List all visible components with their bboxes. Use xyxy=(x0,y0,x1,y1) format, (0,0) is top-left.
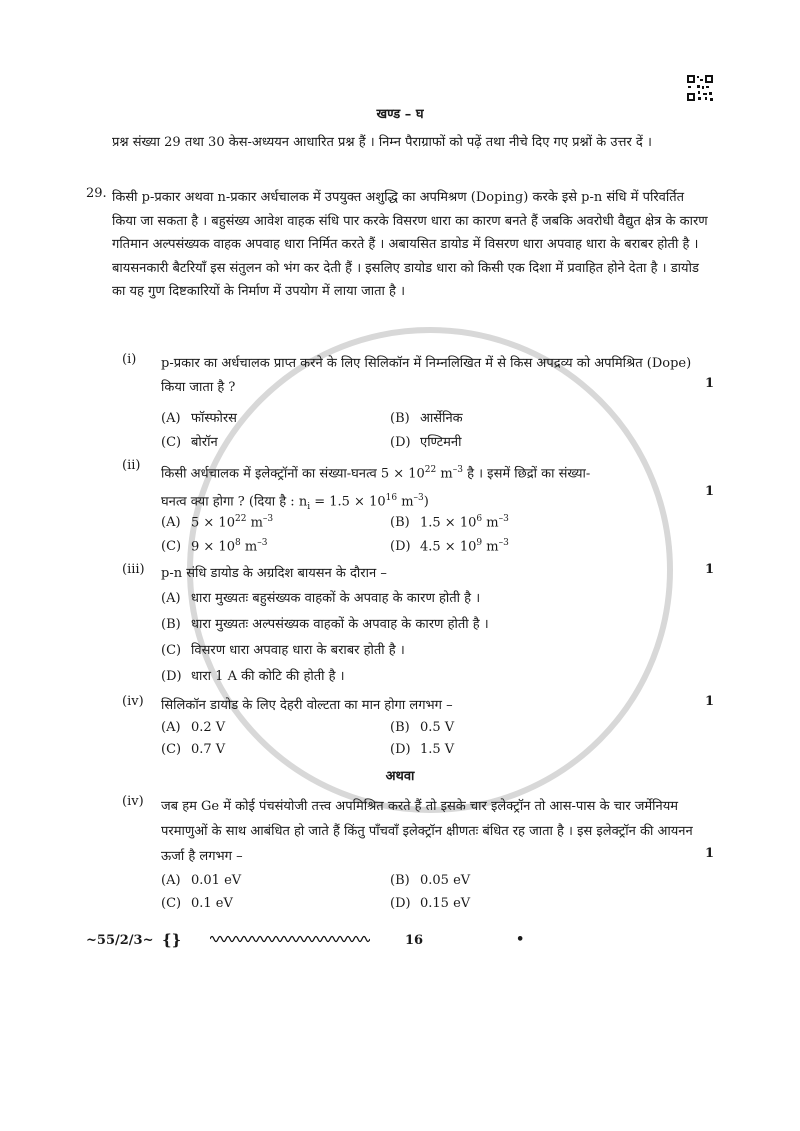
part-label: (i) xyxy=(122,352,137,367)
option-text: धारा मुख्यतः बहुसंख्यक वाहकों के अपवाह के कारण होती है । xyxy=(191,591,481,606)
stem-text: ) xyxy=(423,494,429,510)
option-label: (C) xyxy=(161,742,182,757)
unit: m xyxy=(436,466,453,482)
option-label: (B) xyxy=(161,617,181,632)
option xyxy=(390,538,509,554)
option-label: (C) xyxy=(161,896,182,911)
option xyxy=(161,640,405,658)
subscript: i xyxy=(307,502,311,513)
option-text: 0.05 eV xyxy=(420,873,471,888)
unit: m xyxy=(246,515,263,531)
option-text: 0.2 V xyxy=(191,720,226,735)
option xyxy=(161,588,480,606)
stem-text: घनत्व क्या होगा ? (दिया है : n xyxy=(161,494,308,510)
marks: 1 xyxy=(705,694,715,709)
option-text: बोरॉन xyxy=(191,435,218,450)
exponent: 8 xyxy=(234,538,241,548)
section-title: खण्ड – घ xyxy=(376,107,424,122)
option-label: (C) xyxy=(161,539,182,555)
marks: 1 xyxy=(705,562,715,577)
qr-code-icon xyxy=(686,74,714,102)
option-text: 1.5 × 10 xyxy=(420,515,477,531)
exponent: 22 xyxy=(424,465,437,475)
part-stem xyxy=(161,458,701,519)
option xyxy=(390,514,509,530)
unit: m xyxy=(482,515,499,531)
option-label: (D) xyxy=(390,896,411,911)
or-divider: अथवा xyxy=(385,769,415,784)
option-label: (B) xyxy=(390,720,410,735)
option xyxy=(390,896,470,911)
option xyxy=(161,614,489,632)
option xyxy=(390,742,454,757)
option-text: 0.01 eV xyxy=(191,873,242,888)
option-text: 4.5 × 10 xyxy=(420,539,477,555)
stem-text: किसी अर्धचालक में इलेक्ट्रॉनों का संख्या-घनत्व 5 × 10 xyxy=(161,466,425,482)
option xyxy=(390,720,454,735)
part-stem: p-प्रकार का अर्धचालक प्राप्त करने के लिए सिलिकॉन में निम्नलिखित में से किस अपद्रव्य को अपमिश्रित (Dope) किया जाता है ? xyxy=(161,356,692,395)
option-text: 5 × 10 xyxy=(191,515,235,531)
exponent: –3 xyxy=(413,493,424,504)
option-label: (A) xyxy=(161,411,181,426)
part-label: (iii) xyxy=(122,562,145,577)
option-label: (A) xyxy=(161,873,181,888)
unit: m xyxy=(482,539,499,555)
wavy-line-icon xyxy=(210,934,370,944)
option-text: 1.5 V xyxy=(420,742,455,757)
option xyxy=(161,432,218,450)
option-label: (D) xyxy=(161,669,182,684)
stem-text: = 1.5 × 10 xyxy=(310,494,386,510)
option-label: (A) xyxy=(161,720,181,735)
option-label: (B) xyxy=(390,515,410,531)
option-text: एण्टिमनी xyxy=(420,435,462,450)
unit: m xyxy=(240,539,258,555)
question-number: 29. xyxy=(86,186,107,201)
option-label: (B) xyxy=(390,873,410,888)
option-text: 0.5 V xyxy=(420,720,455,735)
option-text: धारा मुख्यतः अल्पसंख्यक वाहकों के अपवाह के कारण होती है । xyxy=(191,617,489,632)
option-text: विसरण धारा अपवाह धारा के बराबर होती है । xyxy=(191,643,405,658)
option-label: (D) xyxy=(390,539,411,555)
option xyxy=(161,720,225,735)
exponent: –3 xyxy=(498,514,509,524)
marks: 1 xyxy=(705,846,715,861)
option-label: (B) xyxy=(390,411,410,426)
exponent: 9 xyxy=(476,538,483,548)
marks: 1 xyxy=(705,376,715,391)
part-stem: सिलिकॉन डायोड के लिए देहरी वोल्टता का मान होगा लगभग – xyxy=(161,698,453,713)
page-number: 16 xyxy=(405,933,424,948)
option xyxy=(161,408,237,426)
footer-dot: • xyxy=(516,932,525,947)
section-instructions: प्रश्न संख्या 29 तथा 30 केस-अध्ययन आधारित प्रश्न हैं । निम्न पैराग्राफों को पढ़ें तथा नीचे दिए गए प्रश्नों के उत्तर दें । xyxy=(112,135,652,150)
part-stem: जब हम Ge में कोई पंचसंयोजी तत्त्व अपमिश्रित करते हैं तो इसके चार इलेक्ट्रॉन तो आस-पास के चार जर्मेनियम परमाणुओं के साथ आबंधित हो जाते हैं किंतु पाँचवाँ इलेक्ट्रॉन क्षीणतः बंधित रह जाता है । इस इलेक्ट्रॉन की आयनन ऊर्जा है लगभग – xyxy=(161,799,693,864)
exponent: –3 xyxy=(452,465,463,475)
part-label: (iv) xyxy=(122,694,144,709)
stem-text: है । इसमें छिद्रों का संख्या- xyxy=(462,466,591,482)
option xyxy=(390,873,470,888)
option-label: (D) xyxy=(390,435,411,450)
option xyxy=(390,408,463,426)
exponent: –3 xyxy=(498,538,509,548)
option-label: (A) xyxy=(161,591,181,606)
case-study-paragraph: किसी p-प्रकार अथवा n-प्रकार अर्धचालक में उपयुक्त अशुद्धि का अपमिश्रण (Doping) करके इसे p-n संधि में परिवर्तित किया जा सकता है । बहुसंख्य आवेश वाहक संधि पार करके विसरण धारा का कारण बनते हैं जबकि अवरोधी वैद्युत क्षेत्र के कारण गतिमान अल्पसंख्यक वाहक अपवाह धारा निर्मित करते हैं । अबायसित डायोड में विसरण धारा अपवाह धारा के बराबर होती है । बायसनकारी बैटरियाँ इस संतुलन को भंग कर देती हैं । इसलिए डायोड धारा को किसी एक दिशा में प्रवाहित होने देता है । डायोड का यह गुण दिष्टकारियों के निर्माण में उपयोग में लाया जाता है । xyxy=(112,190,708,299)
option-text: 0.15 eV xyxy=(420,896,471,911)
option xyxy=(390,432,462,450)
part-label: (iv) xyxy=(122,794,144,809)
exponent: 16 xyxy=(385,493,398,504)
exponent: –3 xyxy=(257,538,268,548)
option xyxy=(161,742,225,757)
option-label: (C) xyxy=(161,435,182,450)
marks: 1 xyxy=(705,484,715,499)
option xyxy=(161,666,345,684)
option xyxy=(161,873,241,888)
part-label: (ii) xyxy=(122,458,141,473)
option-text: 9 × 10 xyxy=(191,539,235,555)
part-stem: p-n संधि डायोड के अग्रदिश बायसन के दौरान – xyxy=(161,566,387,581)
exponent: 22 xyxy=(234,514,247,524)
option-label: (C) xyxy=(161,643,182,658)
option-text: 0.7 V xyxy=(191,742,226,757)
option-text: 0.1 eV xyxy=(191,896,233,911)
option-label: (A) xyxy=(161,515,181,531)
exponent: –3 xyxy=(262,514,274,524)
option-text: आर्सेनिक xyxy=(420,411,463,426)
option-text: धारा 1 A की कोटि की होती है । xyxy=(191,669,345,684)
option-text: फॉस्फोरस xyxy=(191,411,237,426)
exponent: 6 xyxy=(476,514,483,524)
paper-code: ~55/2/3~ xyxy=(86,933,154,948)
option-label: (D) xyxy=(390,742,411,757)
footer-braces: {} xyxy=(162,931,182,949)
option xyxy=(161,514,273,530)
unit: m xyxy=(397,494,414,510)
option xyxy=(161,538,267,554)
option xyxy=(161,896,233,911)
